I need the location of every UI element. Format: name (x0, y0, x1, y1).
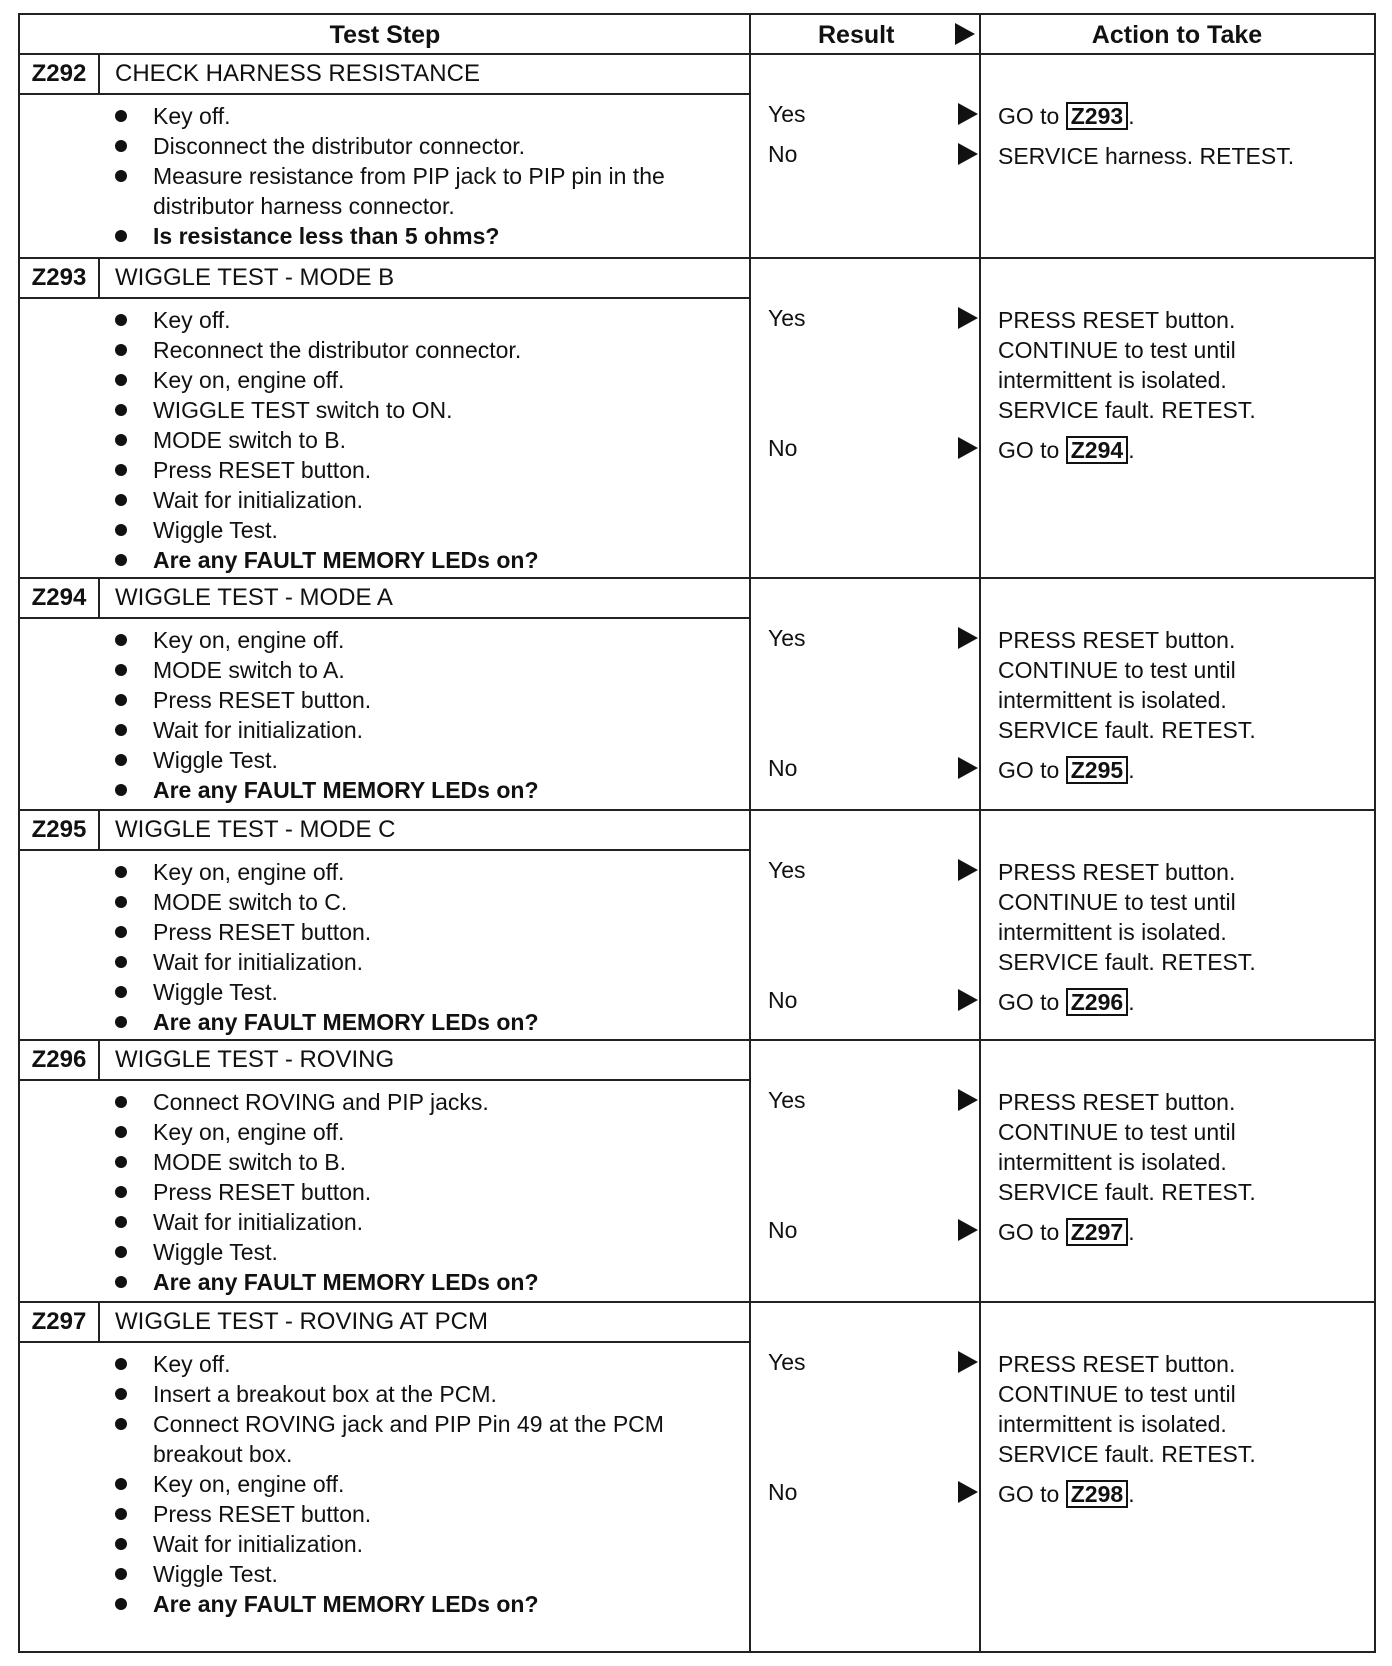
result-yes: Yes (768, 857, 806, 883)
step-code: Z294 (20, 579, 100, 617)
step-instructions (115, 101, 735, 251)
step-title-row (20, 55, 750, 95)
action-line: SERVICE fault. RETEST. (998, 397, 1256, 423)
step-question: Are any FAULT MEMORY LEDs on? (115, 1589, 735, 1619)
step-title: WIGGLE TEST - ROVING AT PCM (115, 1308, 488, 1335)
action-line: PRESS RESET button. (998, 1089, 1236, 1115)
action-line: PRESS RESET button. (998, 1351, 1236, 1377)
instruction: Measure resistance from PIP jack to PIP pin in the distributor harness connector. (115, 161, 735, 221)
step-title-row (20, 1041, 750, 1081)
goto-prefix: GO to (998, 757, 1060, 783)
step-title: WIGGLE TEST - MODE A (115, 584, 393, 611)
instruction: Wait for initialization. (115, 715, 735, 745)
step-code: Z297 (20, 1303, 100, 1341)
action-line: SERVICE fault. RETEST. (998, 949, 1256, 975)
instruction: Connect ROVING and PIP jacks. (115, 1087, 735, 1117)
action-no: GO to Z296 . (998, 989, 1135, 1015)
instruction: Wiggle Test. (115, 515, 735, 545)
step-title: CHECK HARNESS RESISTANCE (115, 60, 480, 87)
instruction: Wait for initialization. (115, 947, 735, 977)
instruction: Key on, engine off. (115, 365, 735, 395)
instruction: Insert a breakout box at the PCM. (115, 1379, 735, 1409)
step-question: Are any FAULT MEMORY LEDs on? (115, 545, 735, 575)
instruction: MODE switch to C. (115, 887, 735, 917)
arrow-right-icon (958, 1089, 978, 1111)
step-code: Z296 (20, 1041, 100, 1079)
result-yes: Yes (768, 1087, 806, 1113)
action-line: intermittent is isolated. (998, 919, 1227, 945)
test-step-z295 (20, 811, 1374, 1041)
step-instructions (115, 625, 735, 805)
instruction: Wiggle Test. (115, 1237, 735, 1267)
action-line: SERVICE fault. RETEST. (998, 1441, 1256, 1467)
instruction: Key off. (115, 1349, 735, 1379)
arrow-right-icon (958, 1351, 978, 1373)
action-yes (998, 1087, 1368, 1207)
action-yes: GO to Z293 . (998, 103, 1135, 129)
test-step-z293 (20, 259, 1374, 579)
action-line: CONTINUE to test until (998, 657, 1236, 683)
goto-prefix: GO to (998, 1219, 1060, 1245)
step-title: WIGGLE TEST - MODE B (115, 264, 395, 291)
action-yes (998, 625, 1368, 745)
step-instructions (115, 1087, 735, 1297)
arrow-right-icon (958, 437, 978, 459)
result-yes: Yes (768, 101, 806, 127)
action-yes (998, 857, 1368, 977)
action-no: GO to Z295 . (998, 757, 1135, 783)
instruction: Press RESET button. (115, 455, 735, 485)
test-step-z297 (20, 1303, 1374, 1651)
arrow-right-icon (958, 859, 978, 881)
goto-prefix: GO to (998, 1481, 1060, 1507)
header-result: Result (818, 21, 895, 49)
test-step-z294 (20, 579, 1374, 811)
action-line: SERVICE fault. RETEST. (998, 717, 1256, 743)
step-title-row (20, 579, 750, 619)
instruction: Key on, engine off. (115, 857, 735, 887)
instruction: WIGGLE TEST switch to ON. (115, 395, 735, 425)
goto-link-z297[interactable]: Z297 (1066, 1218, 1128, 1246)
step-title-row (20, 259, 750, 299)
result-yes: Yes (768, 625, 806, 651)
action-line: CONTINUE to test until (998, 1119, 1236, 1145)
instruction: MODE switch to B. (115, 1147, 735, 1177)
instruction: Key on, engine off. (115, 625, 735, 655)
step-title-row (20, 1303, 750, 1343)
header-test-step: Test Step (329, 21, 441, 49)
instruction: Wiggle Test. (115, 1559, 735, 1589)
instruction: Connect ROVING jack and PIP Pin 49 at the PCM breakout box. (115, 1409, 735, 1469)
action-line: CONTINUE to test until (998, 337, 1236, 363)
arrow-right-icon (958, 627, 978, 649)
instruction: Reconnect the distributor connector. (115, 335, 735, 365)
arrow-right-icon (958, 1219, 978, 1241)
instruction: MODE switch to A. (115, 655, 735, 685)
diagnostic-table (18, 13, 1376, 1653)
instruction: Press RESET button. (115, 917, 735, 947)
goto-link-z293[interactable]: Z293 (1066, 102, 1128, 130)
step-instructions (115, 1349, 735, 1619)
instruction: MODE switch to B. (115, 425, 735, 455)
result-no: No (768, 755, 798, 781)
step-title: WIGGLE TEST - ROVING (115, 1046, 395, 1073)
instruction: Press RESET button. (115, 685, 735, 715)
action-no: SERVICE harness. RETEST. (998, 143, 1295, 169)
step-question: Are any FAULT MEMORY LEDs on? (115, 1267, 735, 1297)
step-instructions (115, 857, 735, 1037)
action-no: GO to Z298 . (998, 1481, 1135, 1507)
goto-link-z298[interactable]: Z298 (1066, 1480, 1128, 1508)
result-no: No (768, 987, 798, 1013)
action-yes (998, 1349, 1368, 1469)
instruction: Key off. (115, 101, 735, 131)
result-no: No (768, 1479, 798, 1505)
action-line: CONTINUE to test until (998, 1381, 1236, 1407)
test-step-z296 (20, 1041, 1374, 1303)
instruction: Wait for initialization. (115, 485, 735, 515)
instruction: Wait for initialization. (115, 1529, 735, 1559)
step-title-row (20, 811, 750, 851)
instruction: Wiggle Test. (115, 977, 735, 1007)
result-yes: Yes (768, 1349, 806, 1375)
instruction: Key on, engine off. (115, 1117, 735, 1147)
instruction: Key on, engine off. (115, 1469, 735, 1499)
instruction: Wait for initialization. (115, 1207, 735, 1237)
instruction: Press RESET button. (115, 1499, 735, 1529)
action-line: PRESS RESET button. (998, 627, 1236, 653)
step-title: WIGGLE TEST - MODE C (115, 816, 396, 843)
action-line: PRESS RESET button. (998, 307, 1236, 333)
action-yes (998, 305, 1368, 425)
step-code: Z295 (20, 811, 100, 849)
action-line: CONTINUE to test until (998, 889, 1236, 915)
result-no: No (768, 435, 798, 461)
test-step-z292 (20, 55, 1374, 259)
goto-prefix: GO to (998, 437, 1060, 463)
arrow-right-icon (958, 989, 978, 1011)
action-line: intermittent is isolated. (998, 1149, 1227, 1175)
step-instructions (115, 305, 735, 575)
instruction: Press RESET button. (115, 1177, 735, 1207)
goto-link-z296[interactable]: Z296 (1066, 988, 1128, 1016)
action-line: SERVICE fault. RETEST. (998, 1179, 1256, 1205)
arrow-right-icon (958, 143, 978, 165)
arrow-right-icon (958, 307, 978, 329)
goto-prefix: GO to (998, 103, 1060, 129)
arrow-right-icon (955, 23, 975, 45)
arrow-right-icon (958, 1481, 978, 1503)
table-header (20, 15, 1374, 55)
step-question: Are any FAULT MEMORY LEDs on? (115, 775, 735, 805)
step-question: Is resistance less than 5 ohms? (115, 221, 735, 251)
step-code: Z292 (20, 55, 100, 93)
action-line: intermittent is isolated. (998, 687, 1227, 713)
arrow-right-icon (958, 757, 978, 779)
header-action: Action to Take (1091, 21, 1263, 49)
instruction: Wiggle Test. (115, 745, 735, 775)
result-yes: Yes (768, 305, 806, 331)
step-code: Z293 (20, 259, 100, 297)
arrow-right-icon (958, 103, 978, 125)
step-question: Are any FAULT MEMORY LEDs on? (115, 1007, 735, 1037)
action-line: intermittent is isolated. (998, 1411, 1227, 1437)
instruction: Disconnect the distributor connector. (115, 131, 735, 161)
goto-link-z295[interactable]: Z295 (1066, 756, 1128, 784)
action-line: intermittent is isolated. (998, 367, 1227, 393)
instruction: Key off. (115, 305, 735, 335)
goto-link-z294[interactable]: Z294 (1066, 436, 1128, 464)
goto-prefix: GO to (998, 989, 1060, 1015)
action-no: GO to Z297 . (998, 1219, 1135, 1245)
action-no: GO to Z294 . (998, 437, 1135, 463)
result-no: No (768, 1217, 798, 1243)
action-line: PRESS RESET button. (998, 859, 1236, 885)
result-no: No (768, 141, 798, 167)
